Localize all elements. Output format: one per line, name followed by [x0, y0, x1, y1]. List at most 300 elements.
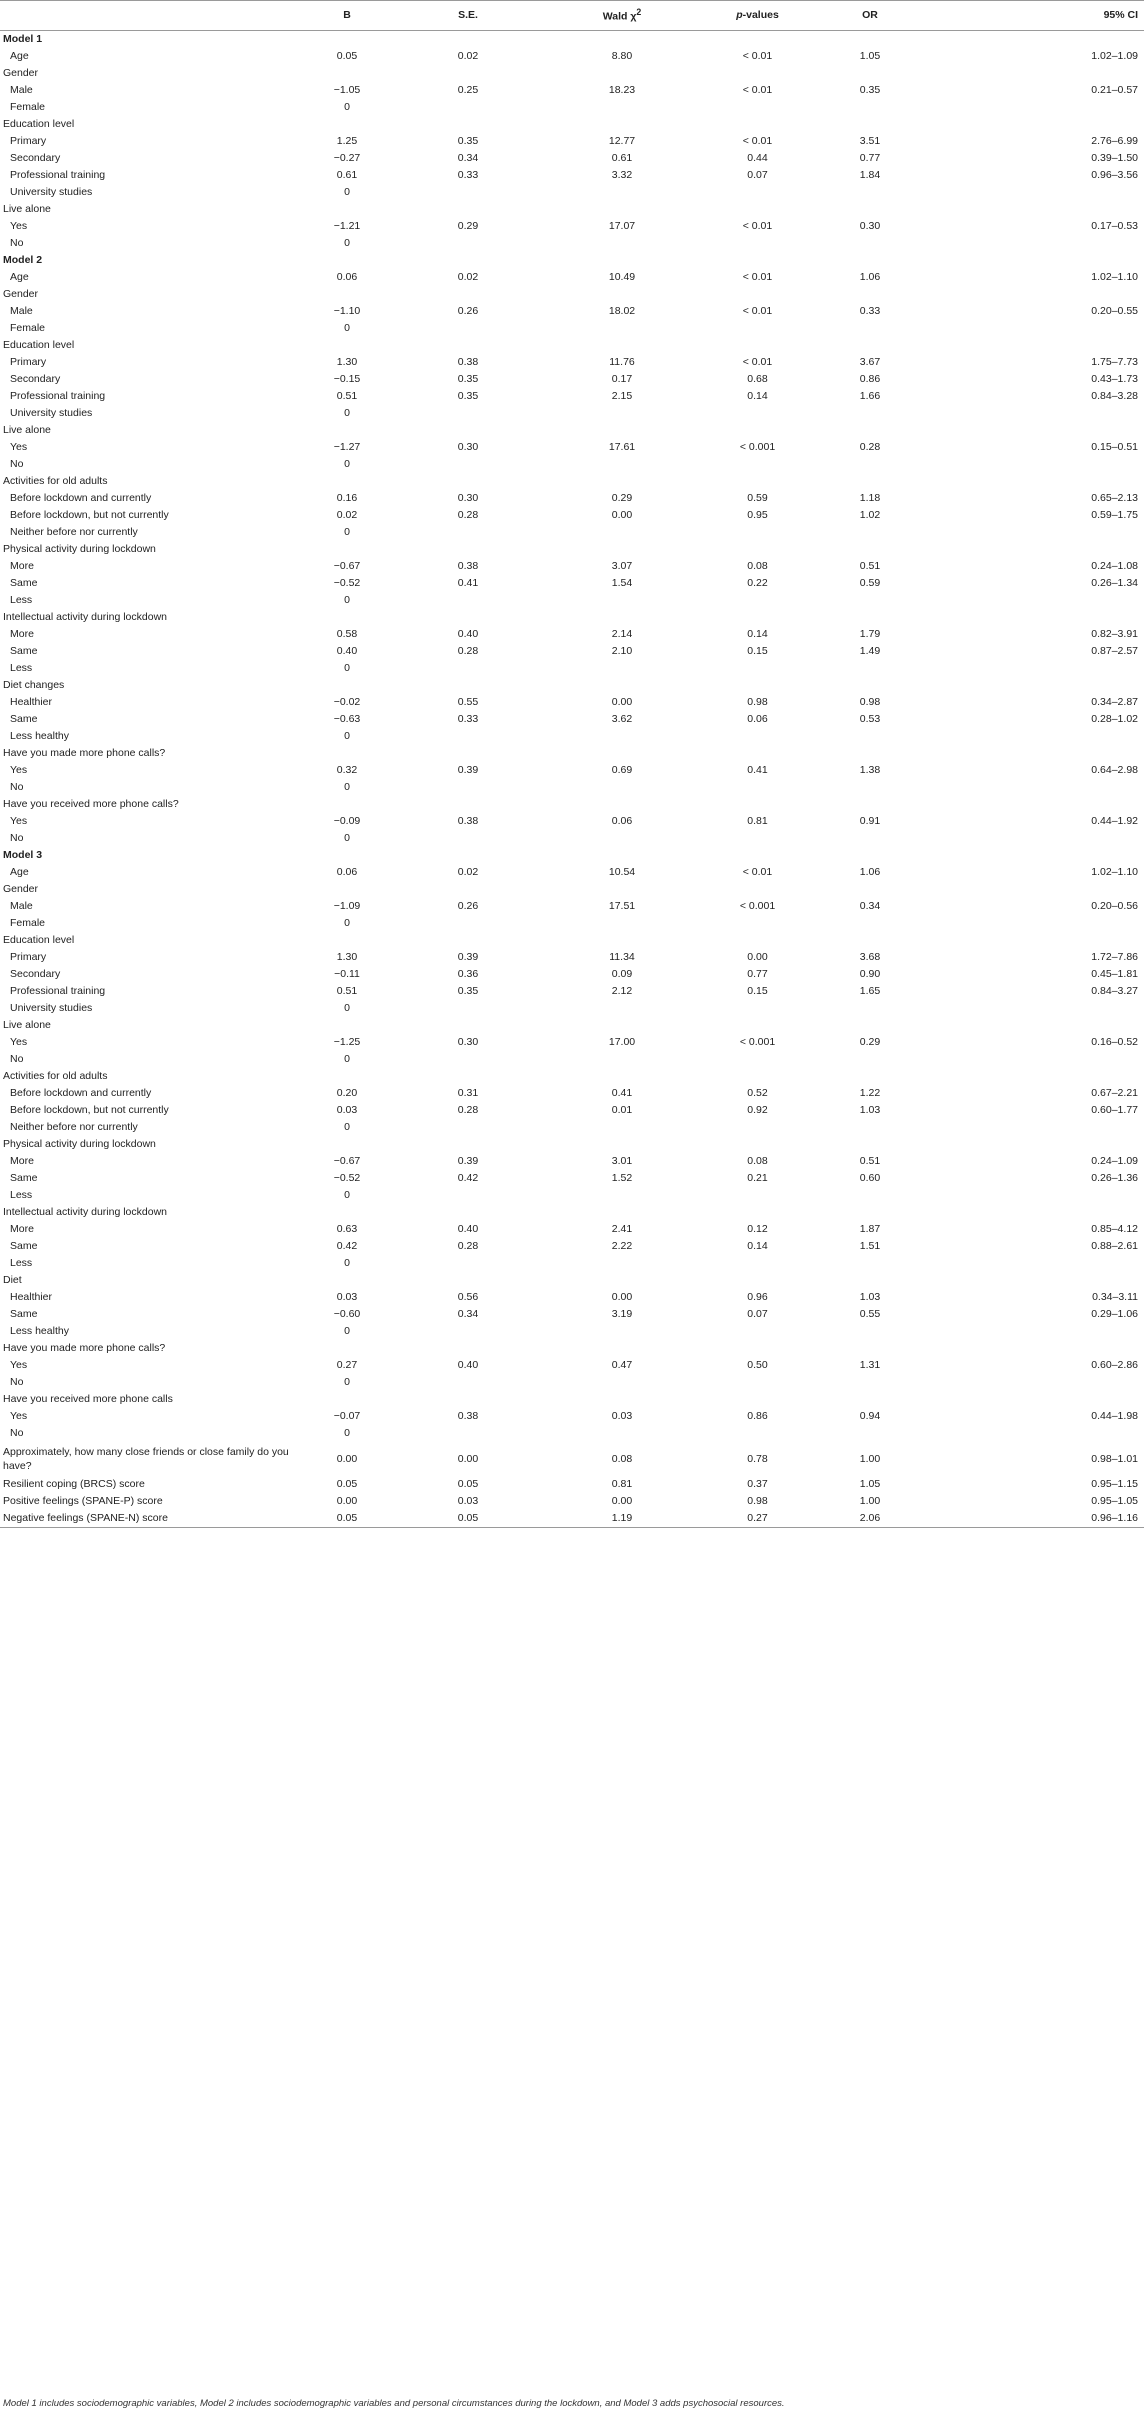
cell-b: 0 [344, 458, 350, 470]
cell-se: 0.41 [457, 577, 479, 589]
cell-pvalue [700, 1136, 815, 1153]
cell-pvalue: < 0.01 [742, 356, 773, 368]
cell-or [815, 1272, 925, 1289]
table-row [0, 643, 1144, 660]
table-row [0, 1017, 1144, 1034]
table-row [0, 1357, 1144, 1374]
row-label: Before lockdown and currently [10, 1087, 152, 1099]
row-label: No [10, 237, 24, 249]
cell-wald: 18.02 [608, 305, 636, 317]
cell-or: 1.00 [859, 1453, 881, 1465]
table-row [0, 1476, 1144, 1493]
cell-pvalue [700, 286, 815, 303]
cell-b [302, 116, 392, 133]
cell-pvalue: 0.14 [747, 1240, 768, 1252]
cell-or [815, 235, 925, 252]
row-label: Yes [10, 815, 28, 827]
cell-or [815, 796, 925, 813]
cell-se [392, 830, 544, 847]
cell-wald [544, 745, 700, 762]
table-row [0, 677, 1144, 694]
cell-or [815, 541, 925, 558]
cell-or: 1.84 [859, 169, 881, 181]
cell-ci [925, 235, 1144, 252]
cell-se: 0.38 [457, 560, 479, 572]
cell-ci [925, 456, 1144, 473]
cell-ci [925, 1017, 1144, 1034]
table-row [0, 949, 1144, 966]
row-label: Activities for old adults [3, 1070, 108, 1082]
table-row [0, 1000, 1144, 1017]
cell-wald [544, 405, 700, 422]
cell-pvalue [700, 1391, 815, 1408]
cell-pvalue: < 0.01 [742, 84, 773, 96]
cell-se: 0.28 [457, 1240, 479, 1252]
cell-se [392, 524, 544, 541]
cell-ci [925, 609, 1144, 626]
table-row [0, 507, 1144, 524]
cell-se [392, 541, 544, 558]
cell-wald: 3.01 [611, 1155, 633, 1167]
cell-se [392, 1374, 544, 1391]
cell-or [815, 286, 925, 303]
cell-pvalue [700, 320, 815, 337]
cell-or [815, 1255, 925, 1272]
cell-or [815, 779, 925, 796]
cell-or: 0.60 [859, 1172, 881, 1184]
cell-wald [544, 1340, 700, 1357]
row-label: Model 3 [3, 849, 43, 861]
cell-b: −0.15 [333, 373, 361, 385]
row-label: No [10, 1053, 24, 1065]
table-row [0, 1340, 1144, 1357]
table-row [0, 1136, 1144, 1153]
table-row [0, 711, 1144, 728]
table-row [0, 830, 1144, 847]
cell-ci [925, 541, 1144, 558]
cell-or [815, 592, 925, 609]
cell-ci [925, 31, 1144, 49]
table-row [0, 1153, 1144, 1170]
cell-pvalue: 0.37 [747, 1478, 768, 1490]
cell-se [392, 932, 544, 949]
table-row [0, 473, 1144, 490]
cell-se [392, 1204, 544, 1221]
cell-pvalue: 0.07 [747, 1308, 768, 1320]
cell-b: −0.52 [333, 577, 361, 589]
cell-se [392, 456, 544, 473]
cell-ci [925, 184, 1144, 201]
cell-ci [925, 320, 1144, 337]
row-label: Age [10, 271, 29, 283]
cell-b: 0 [344, 1257, 350, 1269]
cell-b: −1.05 [333, 84, 361, 96]
cell-or [815, 830, 925, 847]
row-label: Secondary [10, 373, 61, 385]
table-row [0, 1187, 1144, 1204]
cell-b: 0.27 [336, 1359, 358, 1371]
cell-se [392, 286, 544, 303]
cell-ci: 0.95–1.05 [1091, 1495, 1138, 1507]
cell-pvalue: < 0.01 [742, 305, 773, 317]
table-row [0, 201, 1144, 218]
cell-or: 1.06 [859, 271, 881, 283]
cell-wald: 3.32 [611, 169, 633, 181]
cell-b [302, 65, 392, 82]
header-ci: 95% CI [925, 0, 1144, 31]
cell-ci [925, 677, 1144, 694]
cell-pvalue [700, 609, 815, 626]
cell-pvalue [700, 1425, 815, 1442]
row-label: Yes [10, 1410, 28, 1422]
cell-ci: 0.82–3.91 [1091, 628, 1138, 640]
cell-pvalue [700, 252, 815, 269]
cell-wald [544, 1051, 700, 1068]
cell-se [392, 1272, 544, 1289]
cell-b: 0.40 [336, 645, 358, 657]
cell-ci: 0.34–3.11 [1092, 1291, 1138, 1303]
row-label: More [10, 1155, 34, 1167]
cell-se [392, 1255, 544, 1272]
cell-pvalue: 0.92 [747, 1104, 768, 1116]
cell-se: 0.26 [457, 900, 479, 912]
row-label: Physical activity during lockdown [3, 543, 156, 555]
table-row [0, 864, 1144, 881]
cell-se: 0.38 [457, 1410, 479, 1422]
cell-pvalue [700, 422, 815, 439]
cell-se: 0.56 [457, 1291, 479, 1303]
cell-or [815, 1051, 925, 1068]
cell-or [815, 745, 925, 762]
cell-ci [925, 286, 1144, 303]
row-label: Live alone [3, 203, 51, 215]
cell-ci: 0.95–1.15 [1091, 1478, 1138, 1490]
row-label: Same [10, 1172, 38, 1184]
cell-wald [544, 796, 700, 813]
row-label: Live alone [3, 1019, 51, 1031]
header-b: B [302, 0, 392, 31]
cell-b: 0.63 [336, 1223, 358, 1235]
table-row [0, 1034, 1144, 1051]
cell-wald [544, 422, 700, 439]
cell-pvalue [700, 915, 815, 932]
cell-ci [925, 1374, 1144, 1391]
cell-ci: 0.39–1.50 [1091, 152, 1138, 164]
row-label: More [10, 1223, 34, 1235]
table-row [0, 1442, 1144, 1476]
cell-wald [544, 1391, 700, 1408]
cell-wald: 10.54 [608, 866, 636, 878]
cell-wald [544, 932, 700, 949]
cell-ci: 0.60–1.77 [1091, 1104, 1138, 1116]
cell-se [392, 116, 544, 133]
table-row [0, 354, 1144, 371]
cell-b: 0 [344, 1189, 350, 1201]
cell-or [815, 1000, 925, 1017]
cell-wald [544, 524, 700, 541]
cell-wald: 0.29 [611, 492, 633, 504]
cell-wald [544, 1272, 700, 1289]
cell-b [302, 252, 392, 269]
cell-or [815, 932, 925, 949]
cell-or [815, 320, 925, 337]
cell-b: 0 [344, 1376, 350, 1388]
cell-b: 0 [344, 1002, 350, 1014]
cell-pvalue [700, 1017, 815, 1034]
cell-b [302, 473, 392, 490]
cell-se: 0.28 [457, 1104, 479, 1116]
cell-or [815, 677, 925, 694]
table-row [0, 116, 1144, 133]
row-label: Less [10, 1189, 33, 1201]
cell-or [815, 99, 925, 116]
cell-b [302, 201, 392, 218]
cell-or [815, 609, 925, 626]
cell-se [392, 779, 544, 796]
table-row [0, 167, 1144, 184]
table-row [0, 847, 1144, 864]
table-row [0, 694, 1144, 711]
cell-pvalue: 0.50 [747, 1359, 768, 1371]
cell-se: 0.05 [392, 1510, 544, 1528]
cell-ci [925, 881, 1144, 898]
cell-pvalue: 0.14 [747, 390, 768, 402]
cell-se: 0.00 [457, 1453, 479, 1465]
cell-se [392, 609, 544, 626]
header-pvalues [700, 0, 815, 31]
table-row [0, 133, 1144, 150]
cell-or: 0.90 [859, 968, 881, 980]
cell-or: 1.38 [859, 764, 881, 776]
row-label: Yes [10, 1036, 28, 1048]
cell-b: 0 [344, 594, 350, 606]
table-row [0, 983, 1144, 1000]
table-row [0, 184, 1144, 201]
cell-wald: 3.62 [611, 713, 633, 725]
table-row [0, 456, 1144, 473]
cell-se [392, 422, 544, 439]
cell-b: 0 [344, 1053, 350, 1065]
row-label: Physical activity during lockdown [3, 1138, 156, 1150]
cell-b [302, 677, 392, 694]
cell-se [392, 1017, 544, 1034]
cell-se [392, 915, 544, 932]
cell-wald [544, 473, 700, 490]
row-label: Before lockdown, but not currently [10, 509, 169, 521]
cell-pvalue: < 0.001 [739, 441, 776, 453]
cell-or: 1.79 [859, 628, 881, 640]
cell-or [815, 1204, 925, 1221]
cell-wald: 2.10 [611, 645, 633, 657]
table-row [0, 303, 1144, 320]
table-row [0, 48, 1144, 65]
cell-b [302, 932, 392, 949]
cell-wald: 0.17 [611, 373, 633, 385]
table-header [0, 0, 1144, 31]
cell-or: 0.94 [859, 1410, 881, 1422]
cell-pvalue [700, 1323, 815, 1340]
table-row [0, 422, 1144, 439]
cell-pvalue: < 0.01 [742, 135, 773, 147]
cell-ci: 0.43–1.73 [1091, 373, 1138, 385]
cell-wald: 2.22 [611, 1240, 633, 1252]
cell-or [815, 252, 925, 269]
table-body [0, 31, 1144, 1528]
table-row [0, 405, 1144, 422]
cell-wald: 0.00 [611, 1495, 633, 1507]
table-row [0, 1408, 1144, 1425]
cell-wald: 0.00 [611, 696, 633, 708]
cell-ci: 0.15–0.51 [1091, 441, 1138, 453]
cell-wald [544, 65, 700, 82]
cell-wald: 1.19 [544, 1510, 700, 1528]
cell-se: 0.30 [457, 1036, 479, 1048]
cell-pvalue [700, 779, 815, 796]
cell-se: 0.25 [457, 84, 479, 96]
cell-se: 0.30 [457, 441, 479, 453]
row-label: No [10, 832, 24, 844]
cell-wald [544, 201, 700, 218]
cell-wald: 12.77 [608, 135, 636, 147]
cell-or: 1.03 [859, 1291, 881, 1303]
cell-wald [544, 660, 700, 677]
cell-wald [544, 677, 700, 694]
cell-pvalue [700, 1068, 815, 1085]
cell-pvalue: 0.08 [747, 560, 768, 572]
cell-wald [544, 847, 700, 864]
cell-or: 1.05 [859, 50, 881, 62]
row-label: Male [10, 900, 33, 912]
row-label: Have you made more phone calls? [3, 1342, 166, 1354]
cell-ci: 0.67–2.21 [1091, 1087, 1138, 1099]
cell-or [815, 1187, 925, 1204]
cell-ci: 0.84–3.27 [1091, 985, 1138, 997]
cell-se: 0.40 [457, 628, 479, 640]
cell-b: 0 [344, 1325, 350, 1337]
table-row [0, 524, 1144, 541]
cell-ci: 1.02–1.09 [1091, 50, 1138, 62]
cell-pvalue [700, 1000, 815, 1017]
cell-pvalue [700, 337, 815, 354]
cell-b: 0.51 [336, 390, 358, 402]
cell-wald: 17.07 [608, 220, 636, 232]
cell-wald: 1.52 [611, 1172, 633, 1184]
table-row [0, 371, 1144, 388]
cell-pvalue [700, 881, 815, 898]
cell-or: 0.34 [859, 900, 881, 912]
cell-ci: 0.21–0.57 [1091, 84, 1138, 96]
row-label: Less [10, 1257, 33, 1269]
cell-se: 0.33 [457, 169, 479, 181]
table-row [0, 1221, 1144, 1238]
table-row [0, 592, 1144, 609]
cell-se: 0.26 [457, 305, 479, 317]
cell-ci [925, 915, 1144, 932]
cell-wald: 10.49 [608, 271, 636, 283]
cell-ci [925, 830, 1144, 847]
header-blank-2 [185, 0, 302, 31]
table-row [0, 745, 1144, 762]
cell-or: 1.18 [859, 492, 881, 504]
table-row [0, 881, 1144, 898]
table-row [0, 762, 1144, 779]
cell-se [392, 677, 544, 694]
cell-or: 1.65 [859, 985, 881, 997]
cell-se [392, 1051, 544, 1068]
row-label: More [10, 560, 34, 572]
cell-wald [544, 337, 700, 354]
cell-wald [544, 1136, 700, 1153]
cell-pvalue: < 0.01 [742, 50, 773, 62]
cell-pvalue: 0.06 [747, 713, 768, 725]
cell-b: 0.03 [336, 1291, 358, 1303]
cell-b: 0.05 [336, 1478, 358, 1490]
cell-b: −0.67 [333, 560, 361, 572]
row-label: Before lockdown and currently [10, 492, 152, 504]
row-label: No [10, 781, 24, 793]
row-label: Education level [3, 934, 75, 946]
table-row [0, 1051, 1144, 1068]
row-label: Less [10, 594, 33, 606]
row-label: Same [10, 645, 38, 657]
cell-se: 0.34 [457, 152, 479, 164]
cell-b: −0.67 [333, 1155, 361, 1167]
cell-ci [925, 745, 1144, 762]
cell-or [815, 1391, 925, 1408]
table-row [0, 490, 1144, 507]
cell-b: 0.05 [302, 1510, 392, 1528]
cell-or [815, 524, 925, 541]
cell-ci: 0.85–4.12 [1091, 1223, 1138, 1235]
row-label: Less [10, 662, 33, 674]
cell-or [815, 1323, 925, 1340]
cell-ci [925, 1204, 1144, 1221]
cell-se [392, 31, 544, 49]
cell-ci: 0.26–1.34 [1091, 577, 1138, 589]
cell-se [392, 1068, 544, 1085]
cell-se [392, 728, 544, 745]
row-label: Model 2 [3, 254, 43, 266]
row-label: Same [10, 1308, 38, 1320]
cell-ci: 1.02–1.10 [1091, 271, 1138, 283]
cell-wald [544, 235, 700, 252]
table-row [0, 1425, 1144, 1442]
row-label: Gender [3, 67, 39, 79]
cell-pvalue [700, 728, 815, 745]
cell-wald: 11.34 [609, 951, 635, 963]
cell-se [392, 660, 544, 677]
cell-pvalue: 0.81 [747, 815, 768, 827]
cell-b: 0 [344, 1427, 350, 1439]
table-row [0, 1306, 1144, 1323]
cell-b [302, 847, 392, 864]
cell-or [815, 473, 925, 490]
table-row [0, 150, 1144, 167]
cell-b [302, 337, 392, 354]
cell-se: 0.39 [457, 1155, 479, 1167]
cell-or: 3.51 [859, 135, 881, 147]
cell-pvalue: 0.00 [747, 951, 768, 963]
cell-ci [925, 422, 1144, 439]
cell-pvalue [700, 1272, 815, 1289]
cell-wald: 0.06 [611, 815, 633, 827]
header-wald-text: Wald χ [602, 10, 637, 23]
cell-pvalue: 0.77 [747, 968, 768, 980]
table-row [0, 1493, 1144, 1510]
cell-se [392, 235, 544, 252]
cell-b: −1.10 [333, 305, 361, 317]
cell-pvalue: 0.08 [747, 1155, 768, 1167]
